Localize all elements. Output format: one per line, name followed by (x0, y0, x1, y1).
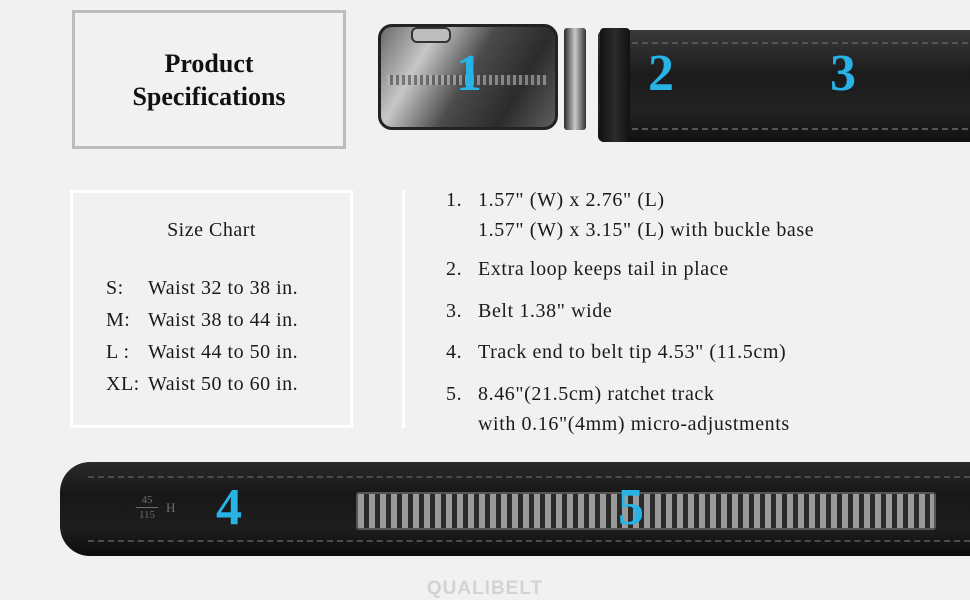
buckle-base (564, 28, 586, 130)
divider (402, 190, 405, 428)
belt-size-mark: 45 115 H (136, 494, 158, 521)
callout-3: 3 (830, 45, 856, 102)
size-chart-box (70, 190, 353, 428)
belt-ratchet-image (60, 462, 970, 556)
size-chart-title: Size Chart (167, 219, 256, 241)
spec-item-2: 2. Extra loop keeps tail in place (446, 258, 729, 280)
stitch-line (88, 540, 970, 542)
spec-item-1: 1. 1.57" (W) x 2.76" (L) 1.57" (W) x 3.15" (L) with buckle base (446, 189, 815, 241)
callout-4: 4 (216, 479, 242, 536)
spec-item-5: 5. 8.46"(21.5cm) ratchet track with 0.16"(4mm) micro-adjustments (446, 383, 790, 435)
product-specifications-title-box (72, 10, 346, 149)
spec-item-3: 3. Belt 1.38" wide (446, 300, 613, 322)
release-lever-icon (411, 27, 451, 43)
fraction-bar (136, 507, 158, 508)
callout-1: 1 (456, 45, 482, 102)
callout-5: 5 (618, 479, 644, 536)
extra-loop (600, 28, 630, 142)
callout-2: 2 (648, 45, 674, 102)
size-row-l: L : Waist 44 to 50 in. (106, 341, 299, 363)
size-row-s: S: Waist 32 to 38 in. (106, 277, 299, 299)
brand-logo: QUALIBELT (426, 578, 544, 599)
size-row-xl: XL: Waist 50 to 60 in. (106, 373, 299, 395)
stitch-line (612, 128, 970, 130)
page-title: Product Specifications (132, 48, 286, 111)
size-row-m: M: Waist 38 to 44 in. (106, 309, 299, 331)
spec-item-4: 4. Track end to belt tip 4.53" (11.5cm) (446, 341, 787, 363)
ratchet-track (356, 492, 936, 530)
